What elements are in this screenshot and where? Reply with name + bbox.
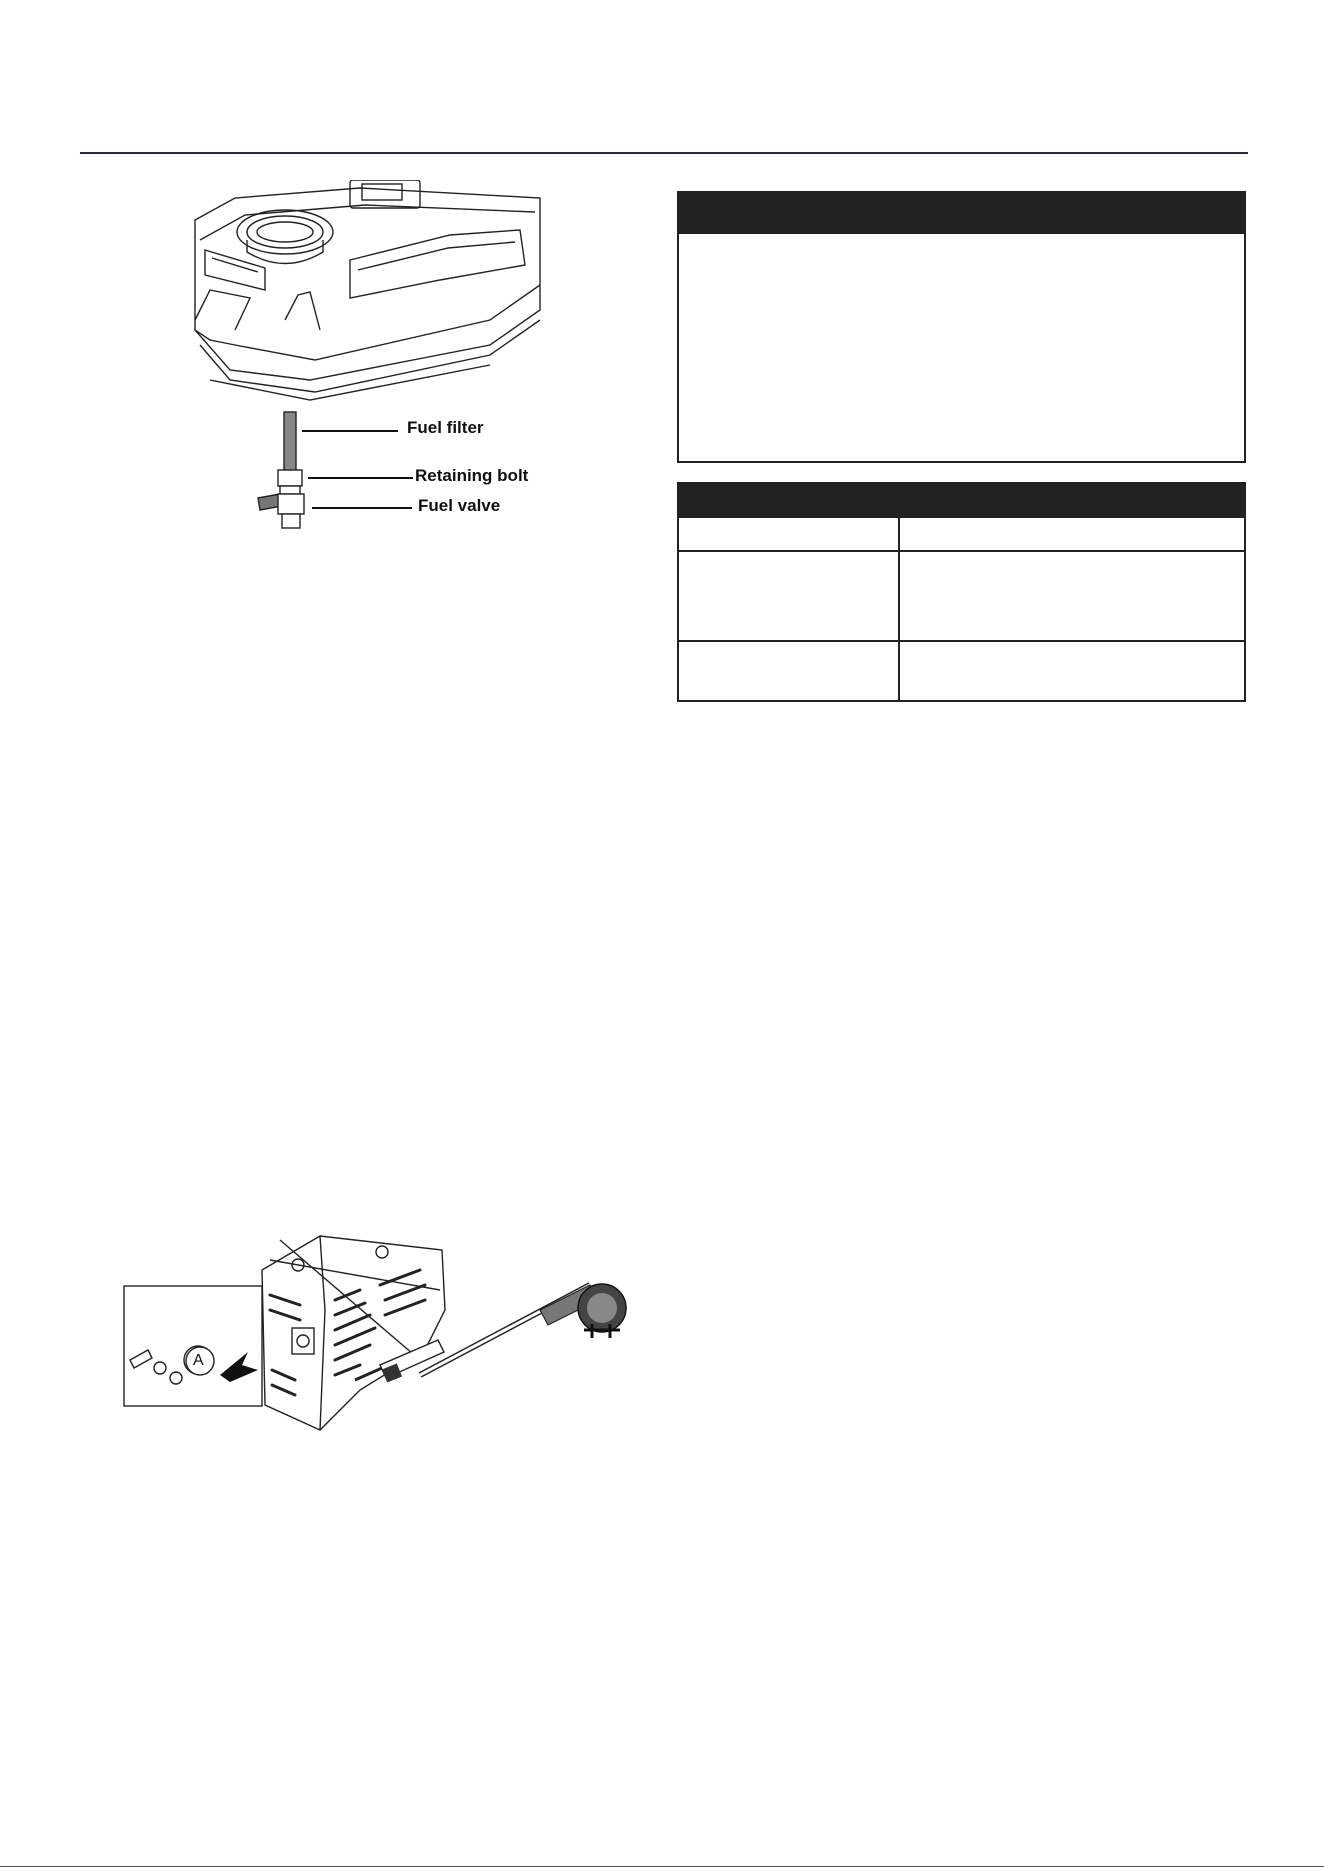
fuel-filter-label: Fuel filter <box>407 418 484 437</box>
table-row <box>678 641 1245 701</box>
header-rule <box>80 152 1248 154</box>
fuel-valve-leader <box>312 507 412 509</box>
table-row <box>678 517 1245 551</box>
fuel-filter-leader <box>302 430 398 432</box>
table-row <box>678 551 1245 641</box>
notice-panel-header <box>679 193 1244 234</box>
retaining-bolt-label: Retaining bolt <box>415 466 529 485</box>
spark-arrestor-illustration <box>120 1230 630 1450</box>
fuel-valve-label: Fuel valve <box>418 496 501 515</box>
callout-a-label: A <box>193 1352 204 1369</box>
notice-panel <box>677 191 1246 463</box>
retaining-bolt-leader <box>308 477 413 479</box>
spec-table <box>677 482 1246 702</box>
footer-rule <box>0 1866 1324 1867</box>
spec-table-header <box>678 483 1245 517</box>
